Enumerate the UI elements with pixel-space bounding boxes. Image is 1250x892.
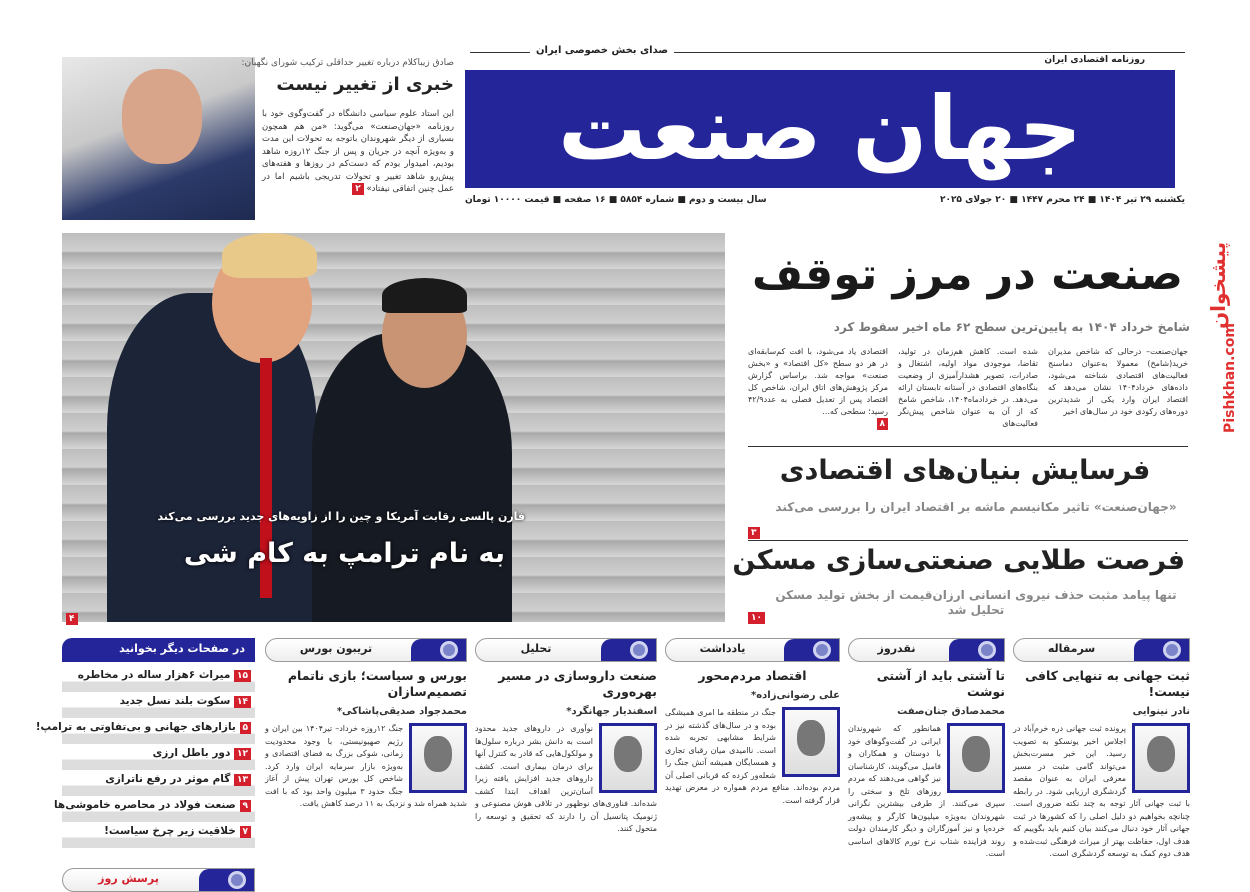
sidebar-item[interactable] — [35, 718, 255, 744]
page-badge: ۱۳ — [234, 774, 251, 786]
section-label: تریبون بورس — [299, 642, 373, 655]
sidebar-item[interactable] — [53, 796, 255, 822]
tab-editorial[interactable] — [1013, 638, 1190, 662]
photo-story-kicker: فارن پالسی رقابت آمریکا و چین را از زاویه‌های جدید بررسی می‌کند — [157, 510, 525, 523]
author-portrait — [409, 723, 467, 793]
story3-subtitle: تنها پیامد مثبت حذف نیروی انسانی ارزان‌قیمت از بخش تولید مسکن تحلیل شد — [775, 588, 1177, 617]
column-author: محمدجواد صدیقی‌پاشاکی* — [336, 706, 467, 717]
page-badge: ۹ — [240, 800, 252, 812]
magnifier-icon — [440, 641, 458, 659]
page-badge[interactable]: ۸ — [877, 418, 889, 430]
tab-note[interactable] — [665, 638, 840, 662]
logo-text: جهان صنعت — [557, 77, 1083, 180]
sidebar-item-label: میراث ۶هزار ساله در مخاطره — [77, 669, 231, 681]
lead-column-text: اقتصادی یاد می‌شود، با افت کم‌سابقه‌ای در هر دو سطح «کل اقتصاد» و «بخش صنعت» مواجه شد. براساس گزارش مرکز پژوهش‌های اتاق ایران، شاخص کل اقتصاد پس از تعدیل فصلی به عدد۴۲/۹ رسید؛ سطحی که... — [748, 347, 888, 416]
masthead-rule — [470, 45, 1185, 70]
interview-body — [262, 108, 454, 196]
column-title[interactable]: اقتصاد مردم‌محور — [698, 668, 807, 683]
column-author: علی رضوانی‌زاده* — [751, 690, 840, 701]
column-body: همانطور که شهروندان ایرانی در گفت‌وگوهای خود با دوستان و همکاران و فامیل می‌گویند، کارشناسان نیز گواهی می‌دهند که مردم روزهای تلخ و سختی را سپری می‌کنند. از طرفی بیشترین نگرانی شهروندان به‌ویژه میلیون‌ها کارگر و پیشه‌ور خرده‌پا و نیز آموزگاران و دیگر کارمندان دولت روند فزاینده شتاب نرخ تورم کالاهای اساسی است. — [848, 724, 1005, 858]
tab-bourse[interactable] — [265, 638, 467, 662]
lead-column: جهان‌صنعت– درحالی که شاخص مدیران خرید(شامخ) معمولا به‌عنوان دماسنج فعالیت‌های اقتصادی شناخته می‌شود، داده‌های خرداد۱۴۰۴ نشان می‌دهد که اقتصاد ایران وارد یکی از شدیدترین دوره‌های رکودی خود در سال‌های اخیر — [1048, 347, 1188, 416]
slogan: صدای بخش خصوصی ایران — [530, 45, 674, 56]
section-label: یادداشت — [699, 642, 746, 655]
masthead-logo[interactable] — [465, 70, 1175, 188]
dateline — [465, 195, 1185, 205]
interview-text: این استاد علوم سیاسی دانشگاه در گفت‌وگوی خود با روزنامه «جهان‌صنعت» می‌گوید: «من هم همچون بسیاری از دیگر شهروندان باتوجه به تحولات این مدت و به‌ویژه آنچه در جریان و پس از جنگ ۱۲روزه شاهد بودیم، امیدوار بودم که دست‌کم در روزها و هفته‌های پیش‌رو شاهد تغییر و تحولات تدریجی باشیم اما در عمل چنین اتفاقی نیفتاد» — [262, 109, 454, 194]
sidebar-item[interactable] — [62, 666, 255, 692]
tab-poll[interactable] — [62, 868, 255, 892]
author-portrait — [782, 707, 840, 777]
column-author: اسفندیار جهانگرد* — [566, 706, 657, 717]
magnifier-icon — [630, 641, 648, 659]
column-body: جنگ ۱۲روزه خرداد– تیر۱۴۰۴ بین ایران و رژیم صهیونیستی، با وجود محدودیت زمانی، شوکی بزرگ به فضای اقتصادی و به‌ویژه بازار سرمایه ایران وارد کرد. شاخص کل بورس تهران پیش از آغاز جنگ حدود ۳ میلیون واحد بود که با افت شدید همراه شد و نزدیک به ۱۱ درصد کاهش یافت. — [265, 724, 467, 808]
column-body: نوآوری در داروهای جدید محدود است به دانش بشر درباره سلول‌ها و مولکول‌هایی که قادر به کنترل آنها برای درمان بیماری است. کشف داروهای جدید افزایش یافته زیرا آسان‌ترین اهداف ابتدا کشف شده‌اند. فناوری‌های نوظهور در تلاقی هوش مصنوعی و ژنومیک پتانسیل آن را دارند که تحقیق و توسعه را متحول کنند. — [475, 724, 657, 833]
column-author: نادر نینوایی — [1132, 706, 1190, 717]
photo-story-headline[interactable]: به نام ترامپ به کام شی — [183, 538, 505, 569]
column-body: جنگ در منطقه ما امری همیشگی بوده و در سال‌های گذشته نیز در شرایط مشابهی تجربه شده است. ناامیدی میان رقبای تجاری و همسایگان همیشه آتش جنگ را شعله‌ور کرده که قربانی اصلی آن مردم بوده‌اند. منافع مردم همواره در معرض تهدید قرار گرفته است. — [665, 708, 840, 805]
sidebar-item[interactable] — [62, 822, 255, 848]
section-label: نقدروز — [877, 642, 916, 655]
magnifier-icon — [813, 641, 831, 659]
sidebar-item-label: سکوت بلند نسل جدید — [119, 695, 231, 707]
sidebar-title: در صفحات دیگر بخوانید — [62, 638, 255, 662]
page-badge[interactable]: ۱۰ — [748, 612, 765, 624]
column-note — [665, 668, 840, 807]
interview-kicker: صادق زیباکلام درباره تغییر حداقلی ترکیب شورای نگهبان: — [241, 58, 454, 68]
sidebar-item-label: صنعت فولاد در محاصره خاموشی‌ها — [53, 799, 236, 811]
author-portrait — [1132, 723, 1190, 793]
tab-critique[interactable] — [848, 638, 1005, 662]
tab-analysis[interactable] — [475, 638, 657, 662]
page-badge[interactable]: ۳ — [748, 527, 760, 539]
magnifier-icon — [228, 871, 246, 889]
sidebar-item[interactable] — [62, 744, 255, 770]
watermark-logo: پیشخوان — [1206, 242, 1230, 329]
date: یکشنبه ۲۹ تیر ۱۴۰۴ ■ ۲۴ محرم ۱۴۴۷ ■ ۲۰ جولای ۲۰۲۵ — [939, 195, 1185, 205]
lead-column: شده است. کاهش هم‌زمان در تولید، تقاضا، موجودی مواد اولیه، اشتغال و صادرات، تصویر هشدارآمیزی از وضعیت بنگاه‌های اقتصادی در آستانه تابستان ارائه می‌دهد. در خردادماه۱۴۰۴، شاخص شامخ که از آن به عنوان شاخص پیش‌نگر فعالیت‌های — [898, 347, 1038, 428]
interview-photo — [62, 57, 255, 220]
author-portrait — [947, 723, 1005, 793]
column-analysis — [475, 668, 657, 836]
column-body: پرونده ثبت جهانی دره خرم‌آباد در اجلاس اخیر یونسکو به تصویب رسید. این خبر مسرت‌بخش می‌تواند گامی مثبت در مسیر معرفی ایران به عنوان مقصد گردشگری ارزیابی شود. در رابطه با ثبت جهانی آثار توجه به چند نکته ضروری است. چنانچه بخواهیم دو دلیل اصلی را که کشورها در ثبت جهانی آثار خود دنبال می‌کنند بیان کنیم باید بگوییم که هدف اول، حفاظت بهتر از میراث فرهنگی ثبت‌شده و هدف دوم کمک به توسعه گردشگری است. — [1013, 724, 1190, 858]
column-author: محمدصادق جنان‌صفت — [897, 706, 1005, 717]
sidebar-item-label: دور باطل ارزی — [152, 747, 231, 759]
column-title[interactable]: صنعت داروسازی در مسیر بهره‌وری — [498, 668, 657, 699]
page-badge[interactable]: ۴ — [66, 613, 78, 625]
sidebar-item[interactable] — [62, 692, 255, 718]
tagline: روزنامه اقتصادی ایران — [1044, 55, 1145, 65]
page-badge: ۵ — [240, 722, 252, 734]
interview-headline[interactable]: خبری از تغییر نیست — [276, 74, 454, 95]
magnifier-icon — [1163, 641, 1181, 659]
column-title[interactable]: بورس و سیاست؛ بازی ناتمام تصمیم‌سازان — [287, 668, 467, 699]
divider — [748, 446, 1188, 447]
story3-headline[interactable]: فرصت طلایی صنعتی‌سازی مسکن — [732, 545, 1185, 576]
page-badge: ۱۲ — [234, 748, 251, 760]
story2-headline[interactable]: فرسایش بنیان‌های اقتصادی — [779, 455, 1151, 486]
column-title[interactable]: ثبت جهانی به تنهایی کافی نیست! — [1025, 668, 1190, 699]
story2-subtitle: «جهان‌صنعت» تاثیر مکانیسم ماشه بر اقتصاد ایران را بررسی می‌کند — [775, 500, 1177, 514]
section-label: تحلیل — [520, 642, 552, 655]
sidebar-item[interactable] — [62, 770, 255, 796]
page-badge: ۷ — [240, 826, 252, 838]
lead-headline[interactable]: صنعت در مرز توقف — [751, 249, 1184, 300]
sidebar-item-label: خلاقیت زیر چرخ سیاست! — [104, 825, 236, 837]
column-title[interactable]: تا آشتی باید از آشتی نوشت — [876, 668, 1005, 699]
sidebar-item-label: بازارهای جهانی و بی‌تفاوتی به ترامپ! — [35, 721, 236, 733]
lead-column — [748, 346, 888, 430]
issue-info: سال بیست و دوم ■ شماره ۵۸۵۴ ■ ۱۶ صفحه ■ قیمت ۱۰۰۰۰ تومان — [465, 195, 767, 205]
column-editorial — [1013, 668, 1190, 861]
column-bourse — [265, 668, 467, 811]
page-badge: ۱۵ — [234, 670, 251, 682]
lead-subtitle: شامخ خرداد ۱۴۰۴ به پایین‌ترین سطح ۶۲ ماه اخیر سقوط کرد — [833, 320, 1190, 334]
watermark-url: Pishkhan.com — [1222, 323, 1238, 433]
author-portrait — [599, 723, 657, 793]
section-label: پرسش روز — [98, 872, 159, 885]
magnifier-icon — [978, 641, 996, 659]
column-critique — [848, 668, 1005, 861]
page-badge: ۱۴ — [234, 696, 251, 708]
divider — [748, 540, 1188, 541]
section-label: سرمقاله — [1047, 642, 1096, 655]
page-badge[interactable]: ۲ — [352, 183, 364, 195]
sidebar-item-label: گام موثر در رفع ناترازی — [105, 773, 231, 785]
